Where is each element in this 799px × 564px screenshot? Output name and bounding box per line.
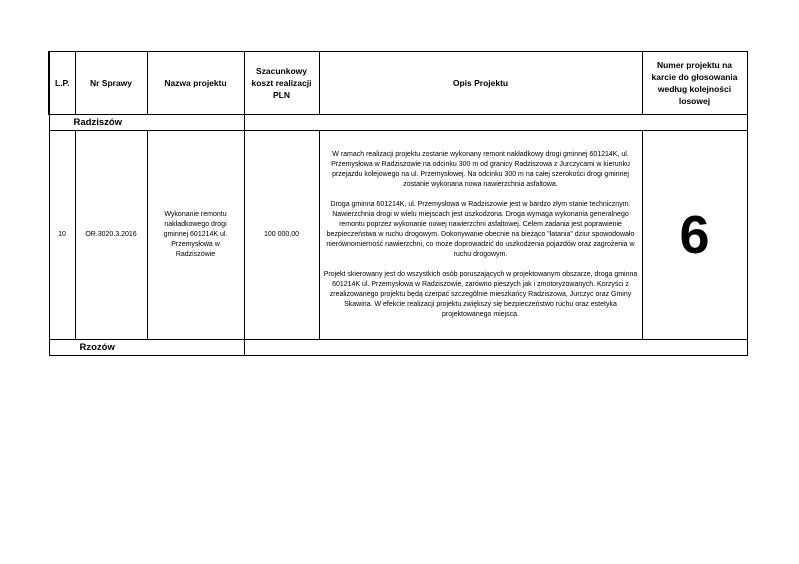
group-name: Rzozów xyxy=(49,340,244,356)
group-name: Radziszów xyxy=(49,115,244,131)
cell-koszt: 100 000,00 xyxy=(244,131,319,340)
opis-paragraph: Projekt skierowany jest do wszystkich osób poruszających w projektowanym obszarze, droga gminna 601214K ul. Przemysłowa w Radziszowie, zarówno pieszych jak i zmotoryzowanych. Korzyści z zrealizowanego projektu będą czerpać szczególnie mieszkańcy Radziszowa, Jurczyc oraz Gminy Skawina. W efekcie realizacji projektu zwiększy się bezpieczeństwo ruchu oraz estetyka projektowanego miejsca. xyxy=(323,271,638,318)
header-lp: L.P. xyxy=(49,52,75,115)
header-koszt: Szacunkowy koszt realizacji PLN xyxy=(244,52,319,115)
header-row xyxy=(49,52,747,115)
group-row-rzozow xyxy=(49,340,747,356)
cell-nazwa-projektu: Wykonanie remontu nakładkowego drogi gminnej 601214K ul. Przemysłowa w Radziszowie xyxy=(147,131,244,340)
header-opis-projektu: Opis Projektu xyxy=(319,52,642,115)
opis-paragraph: Droga gminna 601214K, ul. Przemysłowa w Radziszowie jest w bardzo złym stanie technicznym. Nawierzchnia drogi w wielu miejscach jest uszkodzona. Droga wymaga wykonania generalnego remontu poprzez wykonanie nowej nawierzchni asfaltowej. Celem zadania jest poprawienie bezpieczeństwa w ruchu drogowym. Dokonywanie obecnie na bieżąco "łatania" dziur spowodowało nierównomierność nawierzchni, co może doprowadzić do uszkodzenia pojazdów oraz zagrożenia w ruchu drogowym. xyxy=(326,201,635,258)
opis-paragraph: W ramach realizacji projektu zostanie wykonany remont nakładkowy drogi gminnej 601214K, ul. Przemysłowa w Radziszowie na odcinku 300 m od granicy Radziszowa z Jurczycami w kierunku przejazdu kolejowego na ul. Przemysłowej. Na odcinku 300 m na całej szerokości drogi gminnej zostanie wykonana nowa nawierzchnia asfaltowa. xyxy=(331,151,630,188)
cell-opis-projektu xyxy=(319,131,642,340)
group-fill xyxy=(244,115,747,131)
group-row-radziszow xyxy=(49,115,747,131)
header-numer-projektu: Numer projektu na karcie do głosowania według kolejności losowej xyxy=(642,52,747,115)
projects-table xyxy=(48,51,748,356)
numer-projektu-value: 6 xyxy=(679,205,710,265)
header-nazwa-projektu: Nazwa projektu xyxy=(147,52,244,115)
cell-nr-sprawy: OR.3020.3.2016 xyxy=(75,131,147,340)
header-nr-sprawy: Nr Sprawy xyxy=(75,52,147,115)
group-fill xyxy=(244,340,747,356)
table-row xyxy=(49,131,747,340)
cell-lp: 10 xyxy=(49,131,75,340)
cell-numer-projektu xyxy=(642,131,747,340)
